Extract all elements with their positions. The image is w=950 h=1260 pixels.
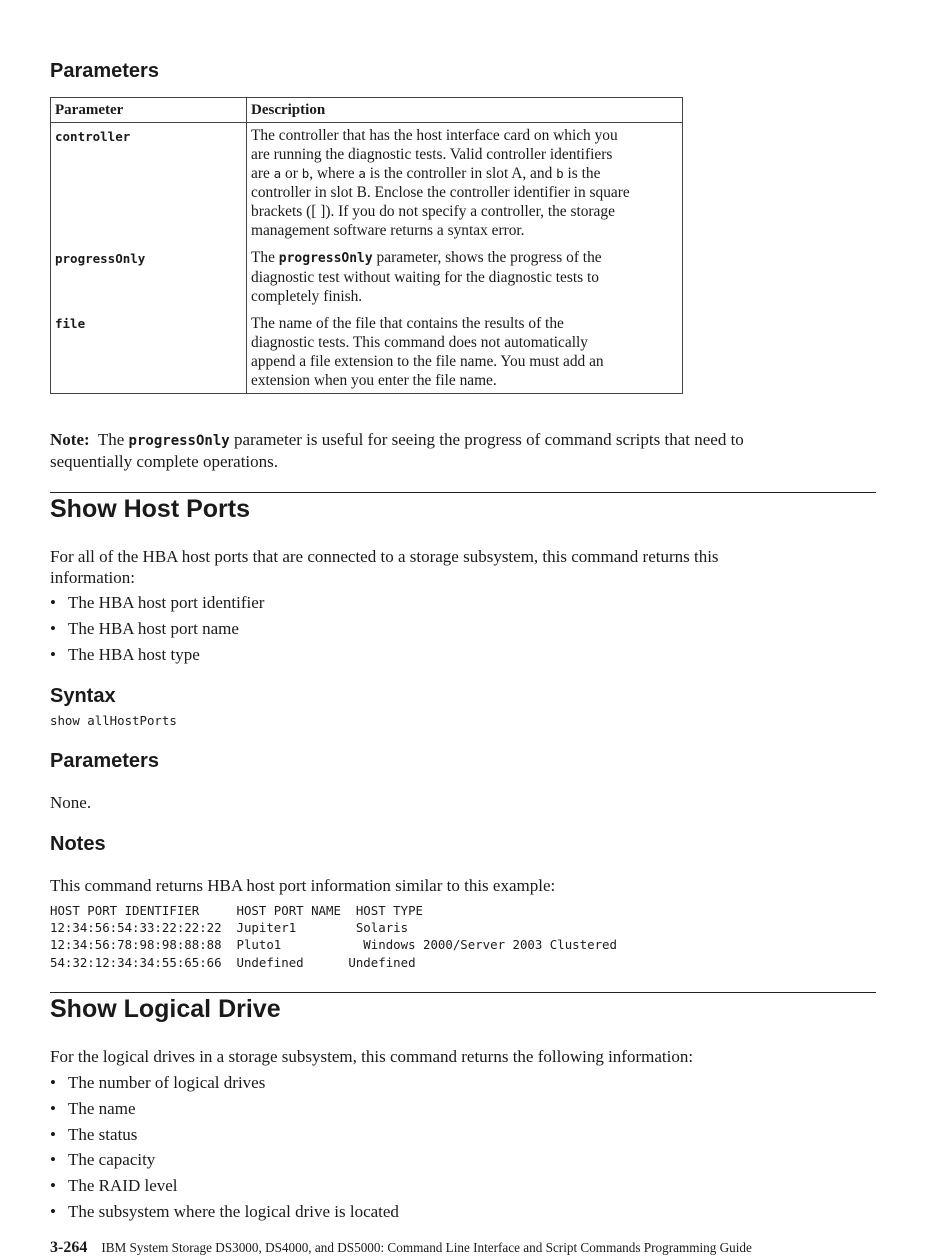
bullet-icon: • [50, 1098, 56, 1118]
intro-text: For all of the HBA host ports that are connected to a storage subsystem, this command returns this [50, 547, 719, 566]
bullet-icon: • [50, 1150, 56, 1170]
table-header-divider [51, 122, 682, 123]
list-item-text: The HBA host port identifier [68, 593, 265, 612]
list-item-text: The RAID level [68, 1176, 178, 1196]
bullet-icon: • [50, 1201, 56, 1221]
example-line: 12:34:56:54:33:22:22:22 Jupiter1 Solaris [50, 920, 409, 936]
desc-line: diagnostic tests. This command does not automatically [251, 334, 588, 351]
list-item [50, 645, 264, 671]
desc-text: parameter, shows the progress of the [372, 249, 602, 266]
parameters-none-text: None. [50, 793, 92, 812]
desc-text: or [281, 165, 302, 182]
param-name-file: file [55, 316, 86, 331]
example-line: HOST PORT IDENTIFIER HOST PORT NAME HOST TYPE [50, 903, 423, 918]
note-code: progressOnly [128, 433, 230, 449]
show-host-ports-title: Show Host Ports [50, 495, 251, 523]
param-desc-controller [251, 126, 681, 240]
note-label: Note: [50, 430, 90, 449]
logical-drive-intro: For the logical drives in a storage subsystem, this command returns the following information: [50, 1047, 694, 1066]
list-item-text: The name [68, 1098, 136, 1118]
note-paragraph [50, 430, 850, 472]
list-item-text: The status [68, 1124, 138, 1144]
desc-text: , where [309, 165, 359, 182]
desc-line: diagnostic test without waiting for the diagnostic tests to [251, 269, 599, 286]
desc-line: management software returns a syntax error. [251, 222, 525, 239]
param-desc-file [251, 314, 681, 390]
host-ports-bullet-list [50, 593, 264, 670]
list-item [50, 1099, 399, 1125]
table-header-parameter: Parameter [55, 102, 124, 118]
desc-line: The controller that has the host interface card on which you [251, 127, 618, 144]
section-divider [50, 492, 876, 493]
desc-line: controller in slot B. Enclose the controller identifier in square [251, 184, 630, 201]
list-item [50, 1073, 399, 1099]
desc-line [251, 164, 681, 183]
desc-text: are [251, 165, 274, 182]
syntax-code: show allHostPorts [50, 713, 177, 728]
show-logical-drive-title: Show Logical Drive [50, 995, 281, 1023]
table-column-divider [246, 98, 247, 393]
section-divider [50, 992, 876, 993]
list-item [50, 593, 264, 619]
param-name-progressonly: progressOnly [55, 251, 146, 266]
list-item-text: The capacity [68, 1150, 156, 1170]
bullet-icon: • [50, 1176, 56, 1196]
desc-line [251, 248, 681, 268]
note-text: parameter is useful for seeing the progress of command scripts that need to [233, 430, 744, 449]
bullet-icon: • [50, 1124, 56, 1144]
code-a: a [358, 166, 366, 181]
desc-line: extension when you enter the file name. [251, 372, 497, 389]
footer-text: IBM System Storage DS3000, DS4000, and DS5000: Command Line Interface and Script Commands Programming Guide [101, 1240, 752, 1255]
code-b: b [301, 166, 310, 181]
desc-text: is the controller in slot A, and [365, 165, 557, 182]
desc-line: brackets ([ ]). If you do not specify a controller, the storage [251, 203, 615, 220]
desc-line: append a file extension to the file name. You must add an [251, 353, 604, 370]
list-item-text: The HBA host type [68, 644, 200, 664]
code-progressonly: progressOnly [278, 251, 373, 266]
code-a: a [273, 166, 282, 181]
parameters-heading: Parameters [50, 60, 159, 82]
list-item [50, 1125, 399, 1151]
example-line: 12:34:56:78:98:98:88:88 Pluto1 Windows 2000/Server 2003 Clustered [50, 937, 617, 953]
note-text: The [97, 430, 125, 449]
param-name-controller: controller [55, 129, 131, 144]
bullet-icon: • [50, 593, 56, 612]
intro-text: information: [50, 567, 135, 587]
desc-text: The [251, 249, 279, 266]
desc-line: The name of the file that contains the results of the [251, 315, 564, 332]
parameters-heading-2: Parameters [50, 750, 159, 772]
bullet-icon: • [50, 644, 56, 664]
page-number: 3-264 [50, 1239, 88, 1256]
parameters-table [50, 97, 683, 394]
code-b: b [556, 166, 564, 181]
example-output [50, 902, 617, 971]
notes-text: This command returns HBA host port information similar to this example: [50, 876, 556, 895]
note-text: sequentially complete operations. [50, 451, 279, 471]
list-item-text: The HBA host port name [68, 618, 239, 638]
list-item [50, 619, 264, 645]
desc-text: is the [563, 165, 601, 182]
bullet-icon: • [50, 1073, 56, 1092]
logical-drive-bullet-list [50, 1073, 399, 1228]
example-line: 54:32:12:34:34:55:65:66 Undefined Undefined [50, 954, 416, 970]
list-item [50, 1176, 399, 1202]
page-footer [50, 1239, 752, 1257]
list-item [50, 1202, 399, 1228]
param-desc-progressonly [251, 248, 681, 306]
table-header-description: Description [251, 102, 326, 118]
host-ports-intro [50, 547, 850, 588]
list-item [50, 1150, 399, 1176]
desc-line: are running the diagnostic tests. Valid controller identifiers [251, 146, 613, 163]
desc-line: completely finish. [251, 288, 363, 305]
list-item-text: The number of logical drives [68, 1073, 266, 1092]
syntax-heading: Syntax [50, 685, 116, 707]
list-item-text: The subsystem where the logical drive is located [68, 1201, 399, 1221]
notes-heading: Notes [50, 833, 106, 855]
bullet-icon: • [50, 618, 56, 638]
